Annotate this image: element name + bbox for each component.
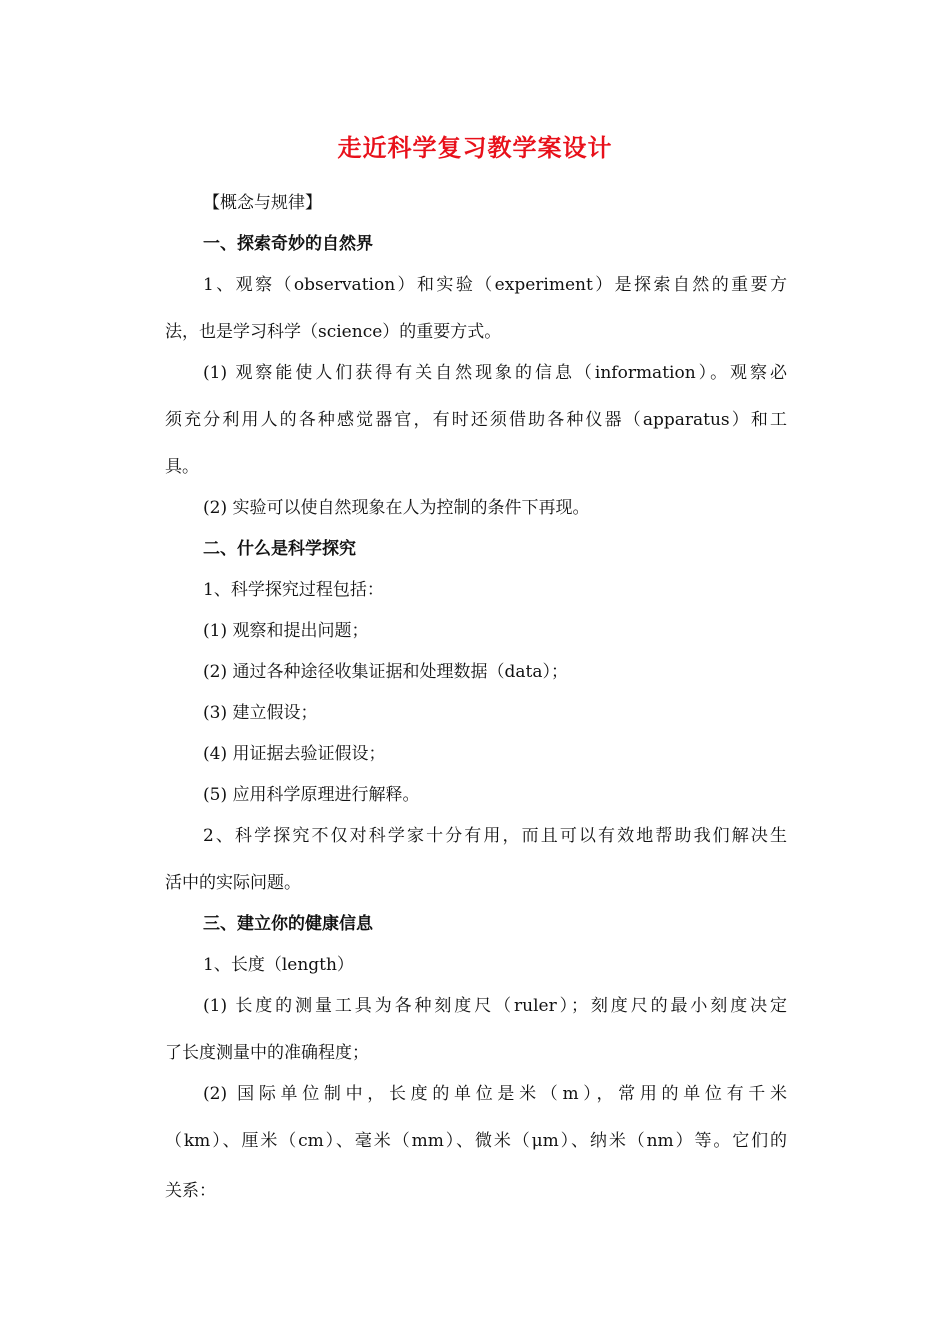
list-item-step-5: (5) 应用科学原理进行解释。: [203, 785, 420, 805]
paragraph-experiment: (2) 实验可以使自然现象在人为控制的条件下再现。: [203, 498, 590, 518]
paragraph-observe-info-line1: (1) 观察能使人们获得有关自然现象的信息（information）。观察必: [203, 363, 787, 383]
paragraph-observe-info-line3: 具。: [165, 457, 199, 477]
paragraph-units-line3: 关系：: [165, 1181, 216, 1201]
paragraph-units-line2: （km）、厘米（cm）、毫米（mm）、微米（μm）、纳米（nm）等。它们的: [165, 1131, 787, 1151]
paragraph-units-line1: (2) 国际单位制中，长度的单位是米（m），常用的单位有千米: [203, 1084, 787, 1104]
list-item-step-2: (2) 通过各种途径收集证据和处理数据（data）；: [203, 662, 568, 682]
list-item-step-1: (1) 观察和提出问题；: [203, 621, 369, 641]
paragraph-ruler-line1: (1) 长度的测量工具为各种刻度尺（ruler）；刻度尺的最小刻度决定: [203, 996, 787, 1016]
paragraph-ruler-line2: 了长度测量中的准确程度；: [165, 1043, 369, 1063]
paragraph-observation-line1: 1、观察（observation）和实验（experiment）是探索自然的重要方: [203, 275, 787, 295]
paragraph-observe-info-line2: 须充分利用人的各种感觉器官，有时还须借助各种仪器（apparatus）和工: [165, 410, 787, 430]
list-item-step-4: (4) 用证据去验证假设；: [203, 744, 386, 764]
list-item-step-3: (3) 建立假设；: [203, 703, 318, 723]
heading-explore-nature: 一、探索奇妙的自然界: [203, 234, 373, 254]
section-label-concepts: 【概念与规律】: [203, 193, 322, 213]
paragraph-length: 1、长度（length）: [203, 955, 354, 975]
paragraph-observation-line2: 法，也是学习科学（science）的重要方式。: [165, 322, 502, 342]
paragraph-inquiry-useful-line1: 2、科学探究不仅对科学家十分有用，而且可以有效地帮助我们解决生: [203, 826, 787, 846]
heading-scientific-inquiry: 二、什么是科学探究: [203, 539, 356, 559]
document-title: 走近科学复习教学案设计: [337, 134, 613, 162]
paragraph-inquiry-useful-line2: 活中的实际问题。: [165, 873, 301, 893]
paragraph-inquiry-process: 1、科学探究过程包括：: [203, 580, 384, 600]
heading-health-info: 三、建立你的健康信息: [203, 914, 373, 934]
